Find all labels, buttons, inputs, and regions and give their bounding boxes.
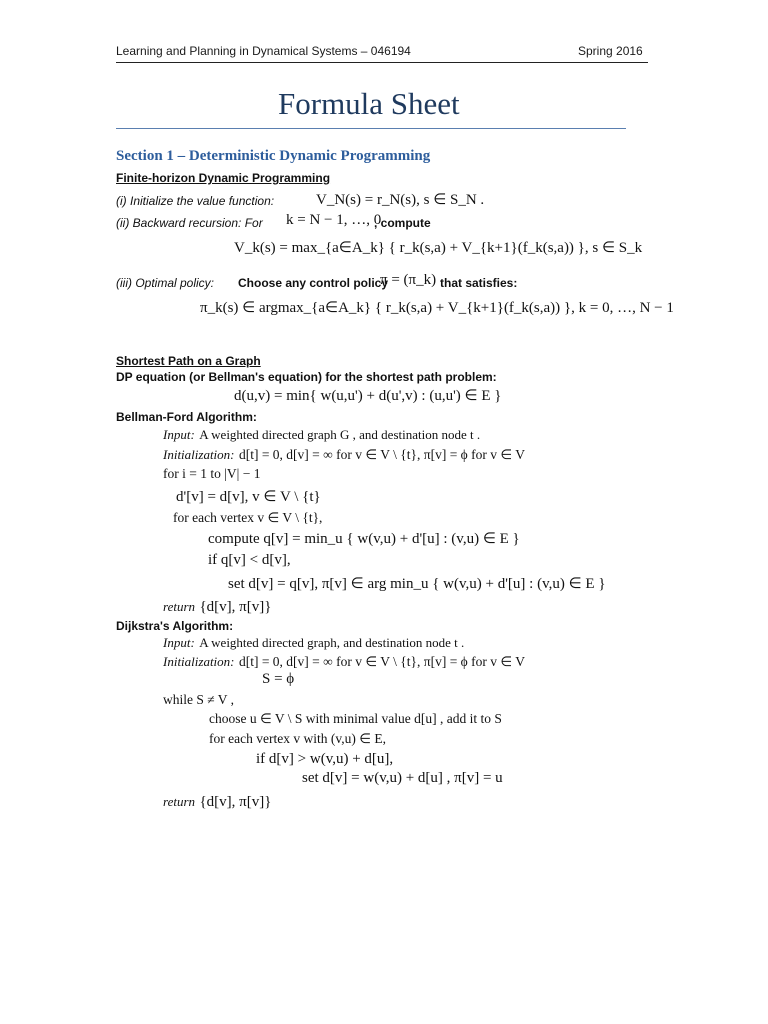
bf-init-formula: d[t] = 0, d[v] = ∞ for v ∈ V \ {t}, π[v] = ϕ for v ∈ V — [238, 447, 526, 462]
bellman-ford-heading: Bellman-Ford Algorithm: — [116, 410, 257, 424]
step-3-label: (iii) Optimal policy: — [116, 276, 215, 290]
bf-for-each: for each vertex v ∈ V \ {t}, — [173, 510, 323, 525]
step-3 — [116, 276, 214, 290]
course-header: Learning and Planning in Dynamical Systems – 046194 — [116, 44, 411, 58]
bellman-equation-label: DP equation (or Bellman's equation) for the shortest path problem: — [116, 370, 497, 384]
dj-set: set d[v] = w(v,u) + d[u] , π[v] = u — [302, 770, 503, 786]
finite-horizon-heading: Finite-horizon Dynamic Programming — [116, 171, 331, 185]
dj-input-text: A weighted directed graph, and destination node t . — [199, 635, 465, 650]
header-rule — [116, 62, 648, 63]
bf-return-label: return — [163, 599, 196, 614]
bf-input — [163, 426, 480, 444]
bf-input-label: Input: — [163, 427, 195, 442]
step-2-suffix: , compute — [374, 216, 431, 230]
step-1-formula: V_N(s) = r_N(s), s ∈ S_N . — [316, 192, 485, 208]
dj-init — [163, 653, 525, 671]
bf-init-label: Initialization: — [163, 447, 235, 462]
bf-init — [163, 446, 525, 464]
step-3-suffix: that satisfies: — [440, 276, 518, 290]
dj-if: if d[v] > w(v,u) + d[u], — [256, 751, 394, 767]
dj-while: while S ≠ V , — [163, 692, 235, 707]
step-1 — [116, 194, 274, 208]
bf-return-value: {d[v], π[v]} — [199, 599, 272, 615]
bellman-equation: d(u,v) = min{ w(u,u') + d(u',v) : (u,u') ∈ E } — [234, 388, 502, 404]
shortest-path-heading: Shortest Path on a Graph — [116, 354, 261, 368]
step-3-text: Choose any control policy — [238, 276, 389, 290]
policy-formula: π_k(s) ∈ argmax_{a∈A_k} { r_k(s,a) + V_{k+1}(f_k(s,a)) }, k = 0, …, N − 1 — [200, 300, 674, 316]
dj-return-label: return — [163, 794, 196, 809]
dj-return-value: {d[v], π[v]} — [199, 794, 272, 810]
page-title: Formula Sheet — [278, 86, 460, 121]
bf-compute: compute q[v] = min_u { w(v,u) + d'[u] : (v,u) ∈ E } — [208, 531, 520, 547]
dj-input — [163, 634, 464, 652]
dj-choose: choose u ∈ V \ S with minimal value d[u] , add it to S — [209, 711, 502, 726]
bf-if: if q[v] < d[v], — [208, 552, 291, 568]
term-header: Spring 2016 — [578, 44, 643, 58]
dj-init-s: S = ϕ — [262, 671, 295, 687]
step-2-label: (ii) Backward recursion: For — [116, 216, 263, 230]
step-2 — [116, 216, 263, 230]
section-heading: Section 1 – Deterministic Dynamic Programming — [116, 148, 431, 164]
dijkstra-heading: Dijkstra's Algorithm: — [116, 619, 234, 633]
bf-loop: for i = 1 to |V| − 1 — [163, 466, 261, 481]
step-1-label: (i) Initialize the value function: — [116, 194, 275, 208]
title-rule — [116, 128, 626, 129]
recursion-formula: V_k(s) = max_{a∈A_k} { r_k(s,a) + V_{k+1}(f_k(s,a)) }, s ∈ S_k — [234, 240, 643, 256]
step-2-formula: k = N − 1, …, 0 — [286, 212, 382, 228]
dj-input-label: Input: — [163, 635, 195, 650]
dj-return — [163, 793, 271, 811]
bf-copy: d'[v] = d[v], v ∈ V \ {t} — [176, 489, 321, 505]
bf-set: set d[v] = q[v], π[v] ∈ arg min_u { w(v,u) + d'[u] : (v,u) ∈ E } — [228, 576, 606, 592]
dj-init-label: Initialization: — [163, 654, 235, 669]
bf-input-text: A weighted directed graph G , and destination node t . — [199, 427, 481, 442]
bf-return — [163, 598, 271, 616]
step-3-formula: π = (π_k) — [380, 272, 437, 288]
dj-init-formula: d[t] = 0, d[v] = ∞ for v ∈ V \ {t}, π[v] = ϕ for v ∈ V — [238, 654, 526, 669]
dj-for-each: for each vertex v with (v,u) ∈ E, — [209, 731, 386, 746]
